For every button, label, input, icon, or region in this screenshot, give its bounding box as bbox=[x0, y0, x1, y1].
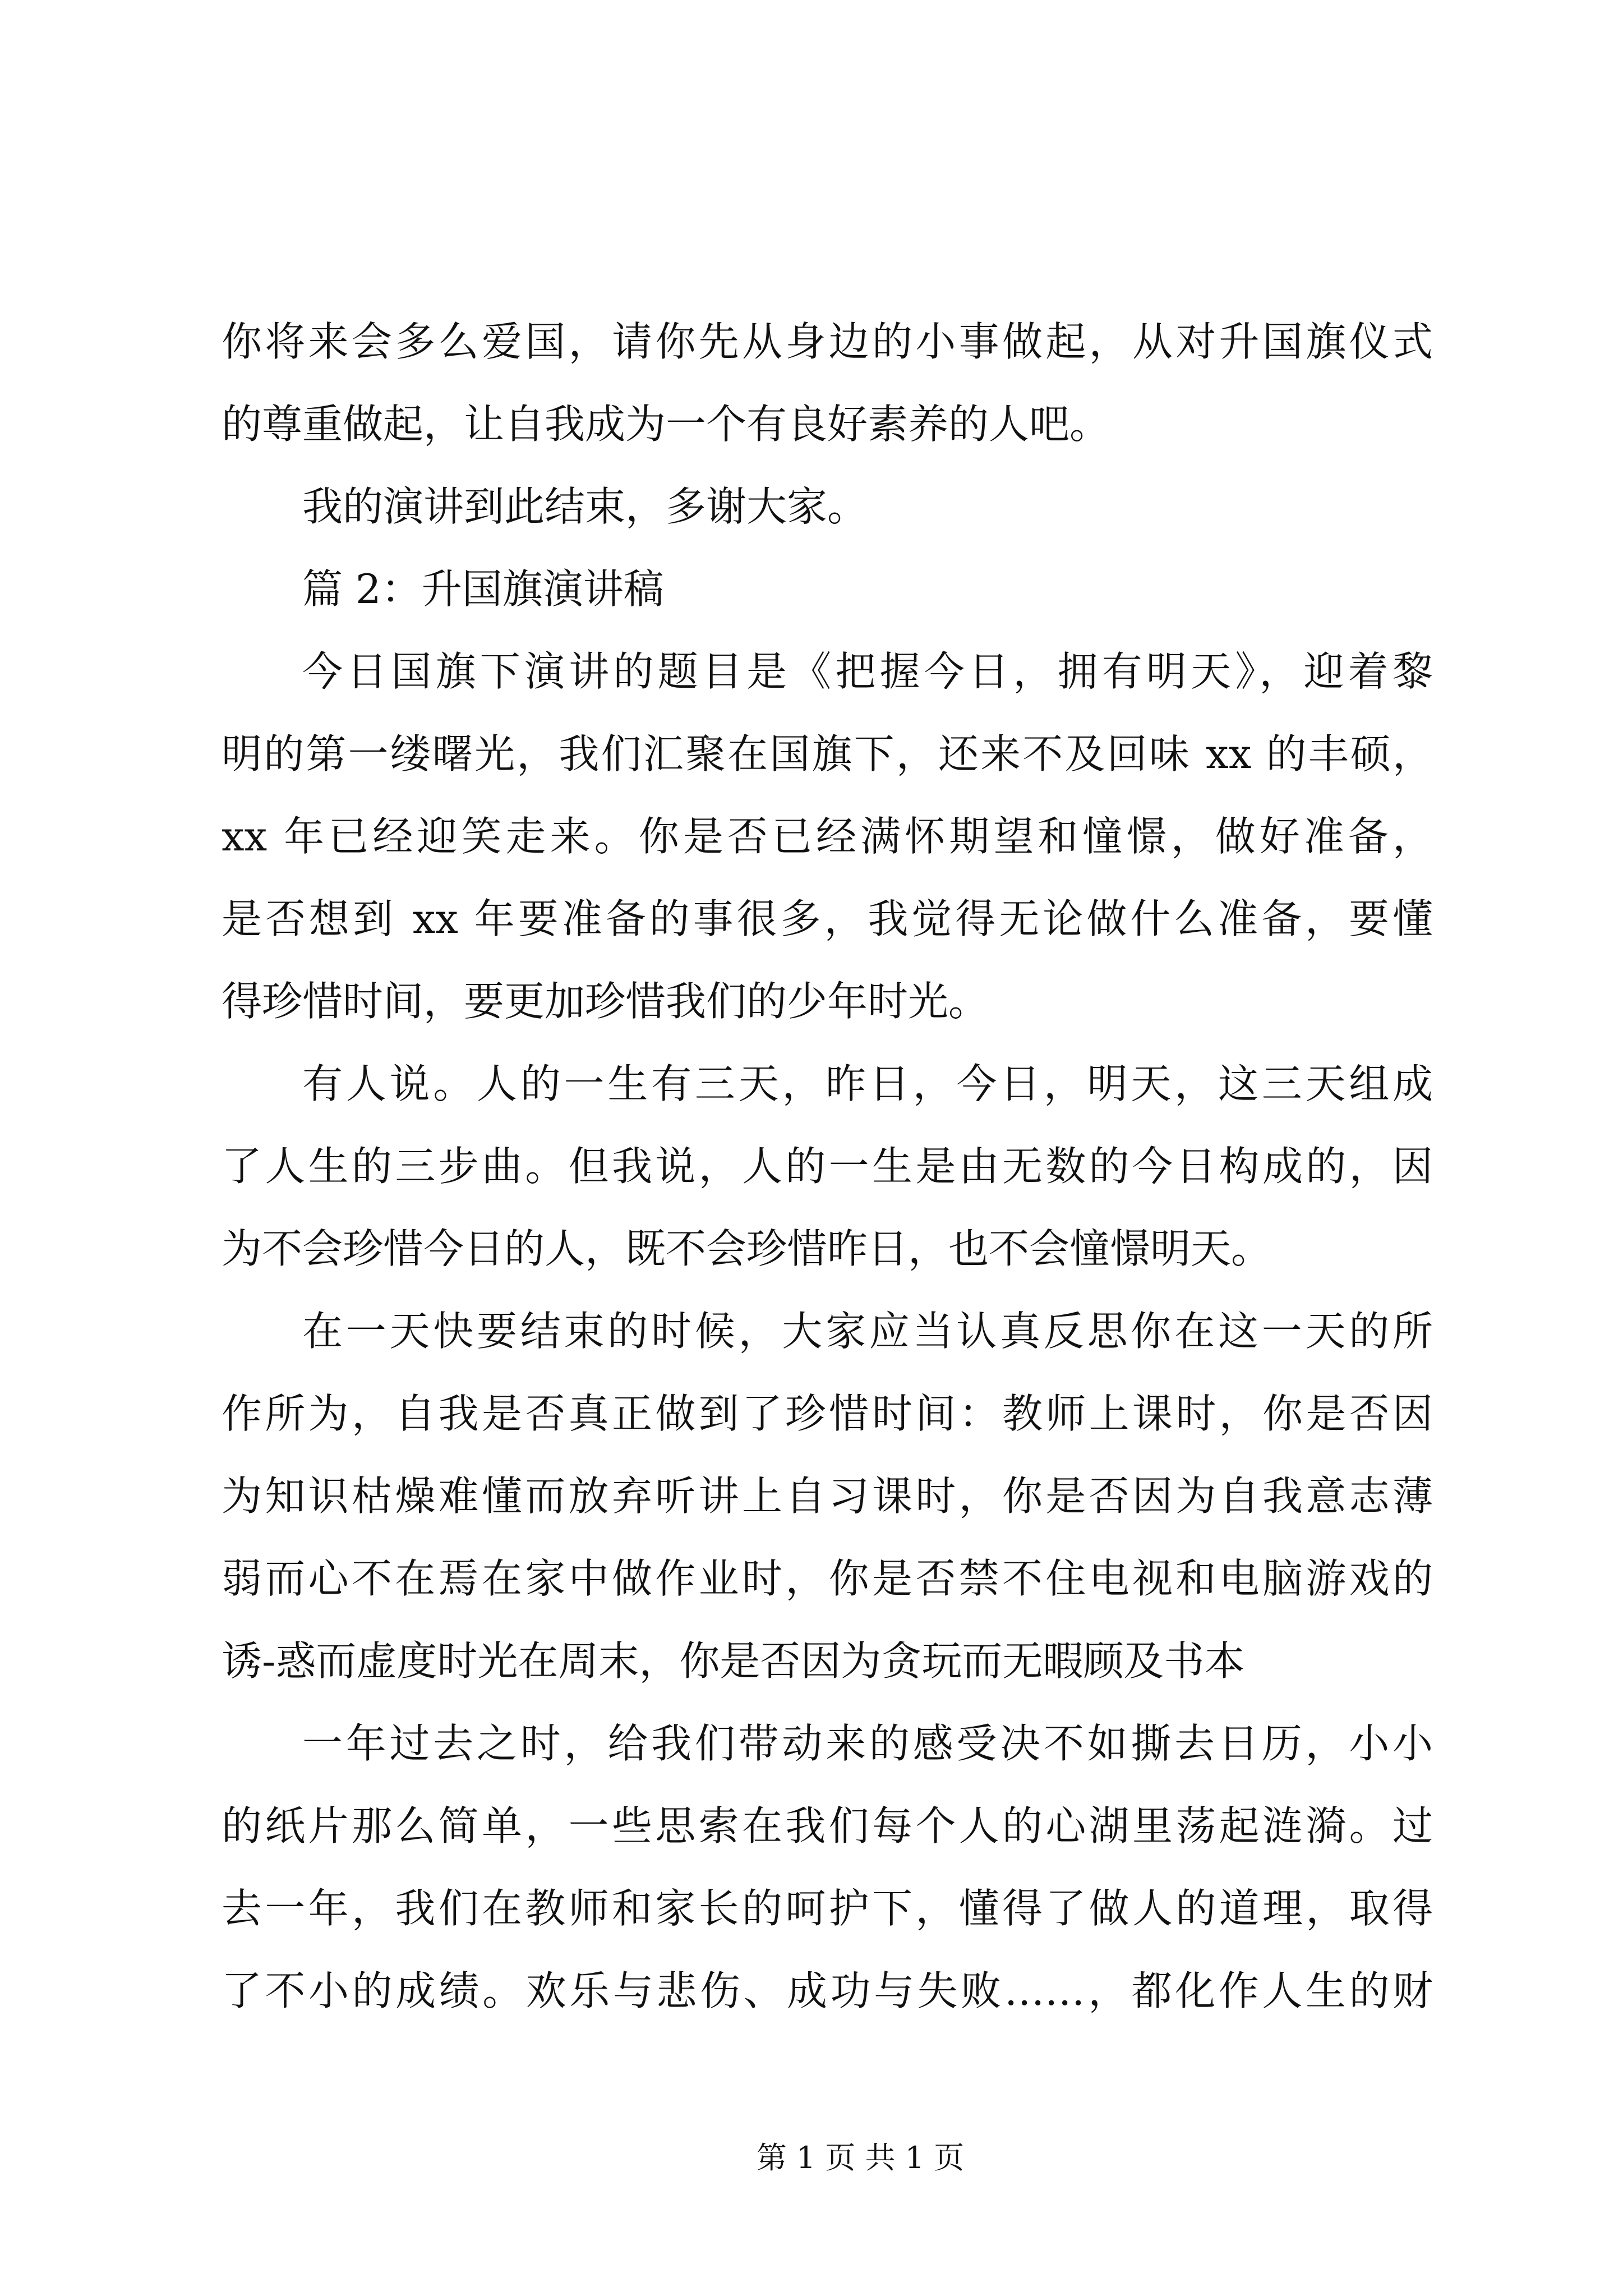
text-line: 诱-惑而虚度时光在周末，你是否因为贪玩而无暇顾及书本 bbox=[222, 1637, 1245, 1685]
text-line: 的尊重做起，让自我成为一个有良好素养的人吧。 bbox=[222, 401, 1110, 448]
paragraph bbox=[222, 301, 1433, 466]
text-line: 为不会珍惜今日的人，既不会珍惜昨日，也不会憧憬明天。 bbox=[222, 1225, 1272, 1272]
text-line: 了不小的成绩。欢乐与悲伤、成功与失败……，都化作人生的财 bbox=[222, 1967, 1433, 2014]
text-line: 我的演讲到此结束，多谢大家。 bbox=[302, 483, 868, 530]
text-line: 你将来会多么爱国，请你先从身边的小事做起，从对升国旗仪式 bbox=[222, 318, 1433, 365]
text-line: 是否想到 xx 年要准备的事很多，我觉得无论做什么准备，要懂 bbox=[222, 895, 1433, 942]
paragraph bbox=[222, 1043, 1433, 1290]
paragraph bbox=[222, 1290, 1433, 1703]
text-line: 去一年，我们在教师和家长的呵护下，懂得了做人的道理，取得 bbox=[222, 1885, 1433, 1932]
text-line: 的纸片那么简单，一些思索在我们每个人的心湖里荡起涟漪。过 bbox=[222, 1802, 1433, 1849]
text-line: 在一天快要结束的时候，大家应当认真反思你在这一天的所 bbox=[302, 1308, 1433, 1355]
text-line: 了人生的三步曲。但我说，人的一生是由无数的今日构成的，因 bbox=[222, 1143, 1433, 1190]
text-line: 得珍惜时间，要更加珍惜我们的少年时光。 bbox=[222, 978, 989, 1025]
paragraph bbox=[222, 466, 1433, 548]
text-line: 篇 2：升国旗演讲稿 bbox=[302, 565, 664, 613]
text-line: 为知识枯燥难懂而放弃听讲上自习课时，你是否因为自我意志薄 bbox=[222, 1473, 1433, 1520]
text-line: 有人说。人的一生有三天，昨日，今日，明天，这三天组成 bbox=[302, 1060, 1433, 1107]
paragraph bbox=[222, 548, 1433, 631]
text-line: xx 年已经迎笑走来。你是否已经满怀期望和憧憬，做好准备， bbox=[222, 813, 1433, 860]
page-footer: 第 1 页 共 1 页 bbox=[756, 2140, 965, 2175]
text-line: 一年过去之时，给我们带动来的感受决不如撕去日历，小小 bbox=[302, 1720, 1433, 1767]
paragraph bbox=[222, 1703, 1433, 2032]
document-body bbox=[222, 301, 1433, 2032]
text-line: 作所为，自我是否真正做到了珍惜时间：教师上课时，你是否因 bbox=[222, 1390, 1433, 1437]
paragraph bbox=[222, 631, 1433, 1043]
text-line: 弱而心不在焉在家中做作业时，你是否禁不住电视和电脑游戏的 bbox=[222, 1555, 1433, 1602]
text-line: 今日国旗下演讲的题目是《把握今日，拥有明天》，迎着黎 bbox=[302, 648, 1433, 695]
text-line: 明的第一缕曙光，我们汇聚在国旗下，还来不及回味 xx 的丰硕， bbox=[222, 730, 1433, 777]
